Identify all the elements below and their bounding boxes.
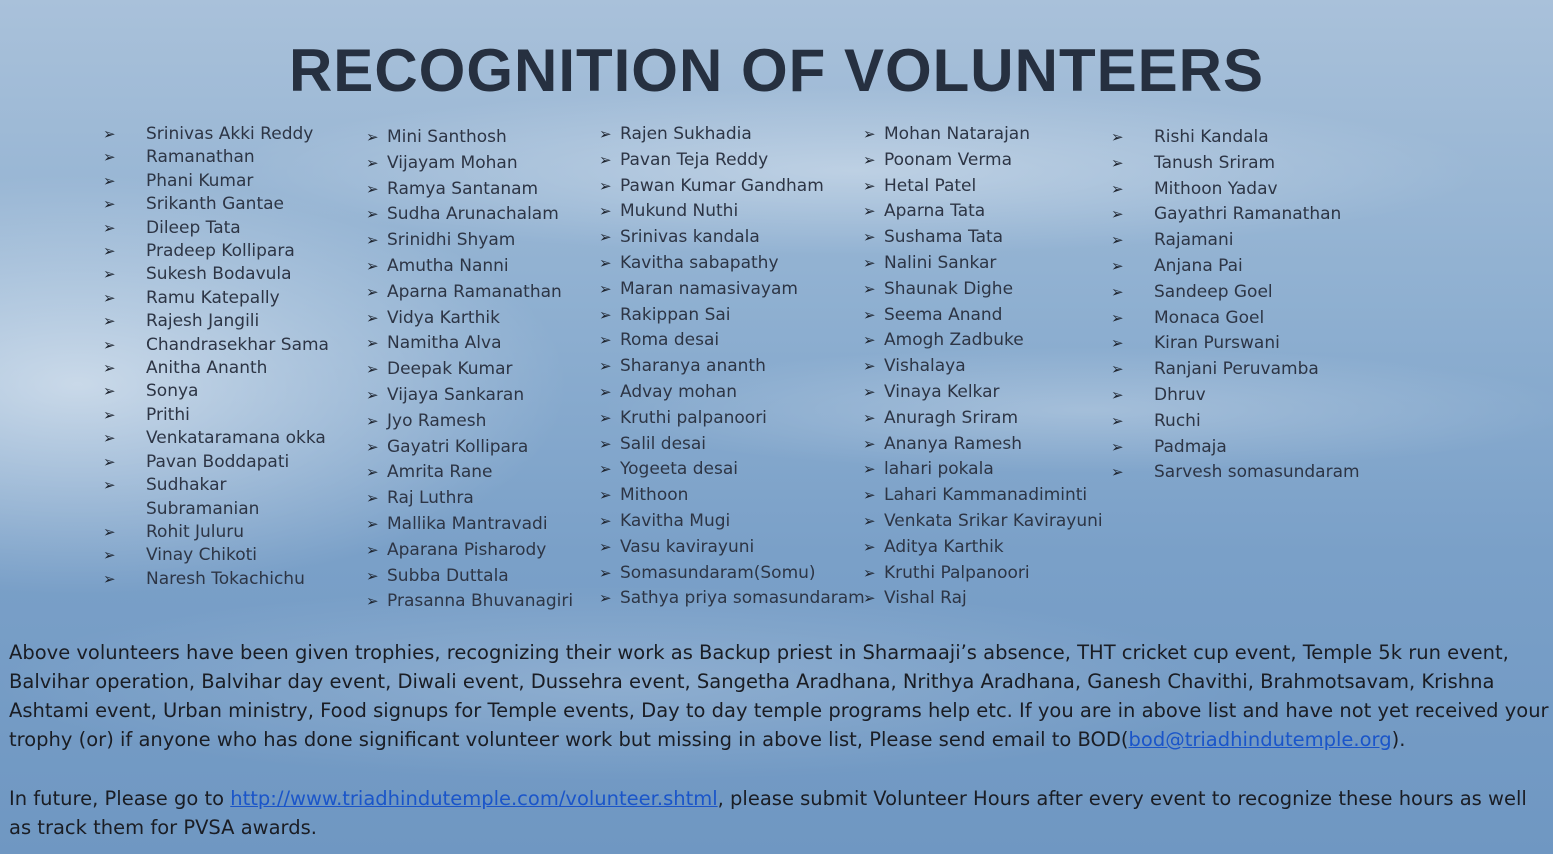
volunteer-name: Lahari Kammanadiminti (884, 485, 1088, 506)
arrow-bullet-icon: ➢ (599, 228, 612, 247)
volunteer-name: Ananya Ramesh (884, 433, 1022, 454)
volunteer-name-item (103, 521, 336, 544)
arrow-bullet-icon: ➢ (366, 231, 379, 250)
volunteer-hours-text-end: , please submit Volunteer Hours after every event to recognize these hours as well as track them for PVSA awards. (9, 787, 1527, 839)
volunteer-name-item (1111, 254, 1360, 280)
arrow-bullet-icon: ➢ (366, 540, 379, 559)
volunteer-name-item (103, 568, 336, 591)
arrow-bullet-icon: ➢ (103, 569, 116, 588)
arrow-bullet-icon: ➢ (103, 522, 116, 541)
arrow-bullet-icon: ➢ (366, 205, 379, 224)
volunteer-name: Rajen Sukhadia (620, 124, 752, 144)
volunteer-name-item (863, 148, 1103, 174)
volunteer-name: Ramu Katepally (146, 287, 280, 308)
volunteer-name-item (366, 486, 573, 512)
volunteer-name: Rishi Kandala (1154, 127, 1269, 147)
volunteer-name: Amutha Nanni (387, 255, 509, 276)
volunteer-name: Prithi (146, 404, 190, 425)
arrow-bullet-icon: ➢ (599, 357, 612, 376)
arrow-bullet-icon: ➢ (599, 331, 612, 350)
volunteer-name: Aparana Pisharody (387, 539, 547, 560)
volunteer-name: Raj Luthra (387, 488, 474, 509)
volunteer-name-item (599, 199, 865, 225)
volunteer-name: Ranjani Peruvamba (1154, 359, 1319, 380)
volunteer-name-item (863, 174, 1103, 200)
volunteer-name: Vijayam Mohan (387, 152, 518, 173)
trophy-paragraph-end: ). (1391, 728, 1406, 751)
arrow-bullet-icon: ➢ (103, 265, 116, 284)
volunteer-name: Phani Kumar (146, 170, 254, 191)
volunteer-name: Roma desai (620, 330, 720, 351)
volunteer-name-item (863, 277, 1103, 303)
arrow-bullet-icon: ➢ (599, 511, 612, 530)
volunteer-name: Jyo Ramesh (387, 410, 487, 431)
arrow-bullet-icon: ➢ (599, 382, 612, 401)
volunteer-hours-text-start: In future, Please go to (9, 787, 231, 810)
arrow-bullet-icon: ➢ (1111, 128, 1124, 146)
arrow-bullet-icon: ➢ (1111, 437, 1124, 456)
arrow-bullet-icon: ➢ (863, 563, 876, 582)
volunteer-name-item (863, 535, 1103, 561)
volunteer-name-item (599, 406, 865, 432)
volunteer-page-link[interactable]: http://www.triadhindutemple.com/volunteer.shtml (230, 787, 718, 810)
arrow-bullet-icon: ➢ (863, 150, 876, 169)
volunteer-column-1 (103, 123, 336, 591)
volunteer-name: Kavitha sabapathy (620, 252, 779, 273)
arrow-bullet-icon: ➢ (103, 405, 116, 424)
arrow-bullet-icon: ➢ (1111, 411, 1124, 430)
arrow-bullet-icon: ➢ (863, 589, 876, 608)
volunteer-name: Sonya (146, 381, 199, 402)
volunteer-name: Mithoon (620, 485, 689, 506)
volunteer-name: lahari pokala (884, 459, 994, 480)
arrow-bullet-icon: ➢ (599, 125, 612, 143)
volunteer-name: Anuragh Sriram (884, 407, 1019, 428)
volunteer-name-item (103, 123, 336, 146)
volunteer-name-item (1111, 306, 1360, 332)
volunteer-name-item (103, 240, 336, 263)
volunteer-name: Vidya Karthik (387, 307, 500, 328)
volunteer-name: Vijaya Sankaran (387, 384, 525, 405)
arrow-bullet-icon: ➢ (1111, 231, 1124, 250)
arrow-bullet-icon: ➢ (366, 179, 379, 198)
volunteer-name-item (366, 177, 573, 203)
volunteer-name: Vinaya Kelkar (884, 381, 1000, 402)
volunteer-name-item (103, 287, 336, 310)
arrow-bullet-icon: ➢ (863, 279, 876, 298)
volunteer-name-item (599, 483, 865, 509)
arrow-bullet-icon: ➢ (863, 460, 876, 479)
volunteer-name-item (599, 561, 865, 587)
volunteer-column-5 (1111, 125, 1360, 486)
volunteer-name: Advay mohan (620, 381, 737, 402)
arrow-bullet-icon: ➢ (599, 279, 612, 298)
arrow-bullet-icon: ➢ (103, 218, 116, 237)
arrow-bullet-icon: ➢ (863, 331, 876, 350)
bod-email-link[interactable]: bod@triadhindutemple.org (1128, 728, 1392, 751)
volunteer-name: Venkata Srikar Kavirayuni (884, 510, 1103, 531)
volunteer-name: Rajesh Jangili (146, 311, 260, 332)
arrow-bullet-icon: ➢ (103, 476, 116, 495)
volunteer-name-item (366, 151, 573, 177)
arrow-bullet-icon: ➢ (1111, 256, 1124, 275)
volunteer-name-item (366, 306, 573, 332)
volunteer-name: Mallika Mantravadi (387, 513, 548, 534)
volunteer-name-item (599, 148, 865, 174)
volunteer-hours-paragraph (9, 784, 1549, 842)
arrow-bullet-icon: ➢ (863, 228, 876, 247)
arrow-bullet-icon: ➢ (103, 148, 116, 167)
volunteer-name-item (1111, 435, 1360, 461)
volunteer-name-item (366, 435, 573, 461)
volunteer-name: Vishalaya (884, 356, 966, 377)
volunteer-name-item (366, 564, 573, 590)
volunteer-name: Pavan Boddapati (146, 451, 290, 472)
arrow-bullet-icon: ➢ (1111, 153, 1124, 172)
volunteer-name-item (599, 303, 865, 329)
arrow-bullet-icon: ➢ (366, 282, 379, 301)
arrow-bullet-icon: ➢ (366, 566, 379, 585)
arrow-bullet-icon: ➢ (863, 486, 876, 505)
arrow-bullet-icon: ➢ (1111, 205, 1124, 224)
volunteer-name-item (103, 404, 336, 427)
volunteer-name-item (1111, 228, 1360, 254)
volunteer-name: Pawan Kumar Gandham (620, 175, 824, 196)
volunteer-name-item (1111, 151, 1360, 177)
arrow-bullet-icon: ➢ (1111, 282, 1124, 301)
arrow-bullet-icon: ➢ (599, 563, 612, 582)
volunteer-name-item (366, 409, 573, 435)
volunteer-name-item (103, 263, 336, 286)
volunteer-name-item (863, 380, 1103, 406)
arrow-bullet-icon: ➢ (366, 308, 379, 327)
volunteer-name-item (599, 328, 865, 354)
volunteer-name-item (103, 357, 336, 380)
volunteer-name-item (366, 125, 573, 151)
volunteer-name-item (1111, 409, 1360, 435)
volunteer-name: Tanush Sriram (1154, 152, 1276, 173)
volunteer-name: Mukund Nuthi (620, 201, 739, 222)
volunteer-name: Sukesh Bodavula (146, 264, 292, 285)
arrow-bullet-icon: ➢ (863, 176, 876, 195)
volunteer-name: Sathya priya somasundaram (620, 588, 865, 609)
arrow-bullet-icon: ➢ (1111, 463, 1124, 482)
volunteer-name-item (1111, 125, 1360, 151)
volunteer-name-item (103, 146, 336, 169)
volunteer-name: Hetal Patel (884, 175, 977, 196)
arrow-bullet-icon: ➢ (366, 360, 379, 379)
volunteer-name-item (103, 427, 336, 450)
volunteer-name-item (103, 170, 336, 193)
volunteer-name: Chandrasekhar Sama (146, 334, 329, 355)
arrow-bullet-icon: ➢ (366, 437, 379, 456)
volunteer-name-item (863, 354, 1103, 380)
volunteer-name: Sandeep Goel (1154, 281, 1273, 302)
volunteer-name: Somasundaram(Somu) (620, 562, 816, 583)
volunteer-name-item (599, 174, 865, 200)
volunteer-name: Gayathri Ramanathan (1154, 204, 1342, 225)
volunteer-name-item (863, 328, 1103, 354)
volunteer-name: Namitha Alva (387, 333, 502, 354)
arrow-bullet-icon: ➢ (103, 125, 116, 143)
volunteer-name-item (863, 509, 1103, 535)
volunteer-name-item (599, 432, 865, 458)
volunteer-name-item (366, 512, 573, 538)
volunteer-name: Dileep Tata (146, 217, 241, 238)
volunteer-name: Ramanathan (146, 147, 255, 168)
arrow-bullet-icon: ➢ (366, 334, 379, 353)
volunteer-name-item (863, 457, 1103, 483)
arrow-bullet-icon: ➢ (366, 463, 379, 482)
volunteer-name: Vinay Chikoti (146, 545, 258, 566)
volunteer-name: Seema Anand (884, 304, 1003, 325)
volunteer-name: Anitha Ananth (146, 358, 268, 379)
arrow-bullet-icon: ➢ (863, 357, 876, 376)
volunteer-name: Rohit Juluru (146, 521, 245, 542)
volunteer-name: Dhruv (1154, 384, 1206, 405)
volunteer-name: Kruthi palpanoori (620, 407, 767, 428)
volunteer-name-item (366, 538, 573, 564)
volunteer-name-item (1111, 383, 1360, 409)
volunteer-name-item (366, 202, 573, 228)
volunteer-name-item (366, 460, 573, 486)
volunteer-name-item (366, 331, 573, 357)
volunteer-name-item (366, 280, 573, 306)
volunteer-name-item (863, 483, 1103, 509)
volunteer-name: Sarvesh somasundaram (1154, 462, 1360, 483)
arrow-bullet-icon: ➢ (599, 537, 612, 556)
volunteer-name: Poonam Verma (884, 149, 1013, 170)
volunteer-name-item (863, 199, 1103, 225)
arrow-bullet-icon: ➢ (366, 592, 379, 611)
arrow-bullet-icon: ➢ (366, 514, 379, 533)
volunteer-name: Yogeeta desai (620, 459, 738, 480)
volunteer-column-2 (366, 125, 573, 615)
volunteer-name: Shaunak Dighe (884, 278, 1014, 299)
volunteer-name-item (863, 251, 1103, 277)
volunteer-name-item (366, 383, 573, 409)
arrow-bullet-icon: ➢ (103, 382, 116, 401)
volunteer-name-item (366, 228, 573, 254)
volunteer-name-item (863, 225, 1103, 251)
volunteer-name-item (863, 586, 1103, 612)
volunteer-name-item (103, 474, 336, 521)
volunteer-name-item (599, 586, 865, 612)
arrow-bullet-icon: ➢ (599, 589, 612, 608)
volunteer-name: Nalini Sankar (884, 252, 997, 273)
volunteer-name: Subba Duttala (387, 565, 509, 586)
volunteer-name-item (103, 544, 336, 567)
volunteer-name-item (103, 193, 336, 216)
volunteer-name: Aparna Ramanathan (387, 281, 562, 302)
volunteer-name: Sudhakar Subramanian (146, 475, 260, 519)
arrow-bullet-icon: ➢ (103, 195, 116, 214)
arrow-bullet-icon: ➢ (599, 434, 612, 453)
volunteer-name: Srinivas kandala (620, 227, 760, 248)
page-title: RECOGNITION OF VOLUNTEERS (288, 37, 1265, 104)
arrow-bullet-icon: ➢ (863, 305, 876, 324)
volunteer-name: Srinidhi Shyam (387, 230, 516, 251)
volunteer-name: Amogh Zadbuke (884, 330, 1024, 351)
volunteer-name: Kiran Purswani (1154, 333, 1280, 354)
volunteer-column-4 (863, 122, 1103, 612)
arrow-bullet-icon: ➢ (863, 434, 876, 453)
arrow-bullet-icon: ➢ (103, 335, 116, 354)
volunteer-name-item (863, 406, 1103, 432)
volunteer-name-item (599, 354, 865, 380)
volunteer-name-item (863, 303, 1103, 329)
arrow-bullet-icon: ➢ (1111, 385, 1124, 404)
volunteer-name: Mini Santhosh (387, 127, 507, 147)
volunteer-name-item (103, 217, 336, 240)
volunteer-name: Mohan Natarajan (884, 124, 1030, 144)
volunteer-name-item (366, 254, 573, 280)
volunteer-name-item (103, 334, 336, 357)
arrow-bullet-icon: ➢ (366, 385, 379, 404)
arrow-bullet-icon: ➢ (863, 382, 876, 401)
arrow-bullet-icon: ➢ (863, 253, 876, 272)
volunteer-name-item (1111, 331, 1360, 357)
volunteer-name-item (1111, 280, 1360, 306)
volunteer-name-item (366, 589, 573, 615)
volunteer-name: Aditya Karthik (884, 536, 1004, 557)
volunteer-name-item (599, 457, 865, 483)
volunteer-name-item (599, 277, 865, 303)
volunteer-name-item (599, 535, 865, 561)
arrow-bullet-icon: ➢ (103, 312, 116, 331)
arrow-bullet-icon: ➢ (863, 125, 876, 143)
arrow-bullet-icon: ➢ (863, 537, 876, 556)
volunteer-name-item (599, 122, 865, 148)
arrow-bullet-icon: ➢ (103, 242, 116, 261)
volunteer-name-item (599, 509, 865, 535)
arrow-bullet-icon: ➢ (1111, 360, 1124, 379)
arrow-bullet-icon: ➢ (599, 202, 612, 221)
volunteer-name: Naresh Tokachichu (146, 568, 305, 589)
volunteer-name: Rajamani (1154, 230, 1234, 251)
volunteer-name-item (599, 225, 865, 251)
volunteer-name: Salil desai (620, 433, 707, 454)
arrow-bullet-icon: ➢ (103, 546, 116, 565)
volunteer-name: Padmaja (1154, 436, 1227, 457)
volunteer-name: Vishal Raj (884, 588, 967, 609)
volunteer-name: Srikanth Gantae (146, 194, 284, 215)
volunteer-name: Vasu kavirayuni (620, 536, 755, 557)
trophy-paragraph (9, 638, 1549, 754)
volunteer-name-item (103, 451, 336, 474)
volunteer-name: Sharanya ananth (620, 356, 766, 377)
arrow-bullet-icon: ➢ (599, 305, 612, 324)
arrow-bullet-icon: ➢ (103, 359, 116, 378)
volunteer-name: Rakippan Sai (620, 304, 731, 325)
arrow-bullet-icon: ➢ (863, 202, 876, 221)
volunteer-name: Anjana Pai (1154, 255, 1243, 276)
arrow-bullet-icon: ➢ (1111, 334, 1124, 353)
volunteer-name: Monaca Goel (1154, 307, 1265, 328)
volunteer-name: Kavitha Mugi (620, 510, 731, 531)
volunteer-name-item (599, 251, 865, 277)
arrow-bullet-icon: ➢ (599, 176, 612, 195)
arrow-bullet-icon: ➢ (103, 171, 116, 190)
arrow-bullet-icon: ➢ (366, 128, 379, 146)
volunteer-name: Maran namasivayam (620, 278, 798, 299)
arrow-bullet-icon: ➢ (366, 489, 379, 508)
volunteer-name: Srinivas Akki Reddy (146, 124, 314, 144)
volunteer-name-item (1111, 357, 1360, 383)
volunteer-name: Sudha Arunachalam (387, 204, 559, 225)
volunteer-name-item (863, 561, 1103, 587)
arrow-bullet-icon: ➢ (599, 486, 612, 505)
arrow-bullet-icon: ➢ (366, 256, 379, 275)
arrow-bullet-icon: ➢ (599, 408, 612, 427)
arrow-bullet-icon: ➢ (599, 150, 612, 169)
arrow-bullet-icon: ➢ (103, 429, 116, 448)
volunteer-name-item (1111, 202, 1360, 228)
volunteer-name: Kruthi Palpanoori (884, 562, 1030, 583)
volunteer-name: Prasanna Bhuvanagiri (387, 591, 574, 612)
volunteer-name-item (103, 380, 336, 403)
volunteer-name: Mithoon Yadav (1154, 178, 1278, 199)
volunteer-column-3 (599, 122, 865, 612)
arrow-bullet-icon: ➢ (599, 253, 612, 272)
volunteer-name-item (1111, 177, 1360, 203)
trophy-paragraph-text: Above volunteers have been given trophies, recognizing their work as Backup priest in Sharmaaji’s absence, THT cricket cup event, Temple 5k run event, Balvihar operation, Balvihar day event, Diwali event, Dussehra event, Sangetha Aradhana, Nrithya Aradhana, Ganesh Chavithi, Brahmotsavam, Krishna Ashtami event, Urban ministry, Food signups for Temple events, Day to day temple programs help etc. If you are in above list and have not yet received your trophy (or) if anyone who has done significant volunteer work but missing in above list, Please send email to BOD( (9, 641, 1549, 751)
volunteer-name: Pavan Teja Reddy (620, 149, 769, 170)
volunteer-name: Amrita Rane (387, 462, 493, 483)
volunteer-name-item (366, 357, 573, 383)
arrow-bullet-icon: ➢ (366, 153, 379, 172)
volunteer-name: Deepak Kumar (387, 359, 513, 380)
arrow-bullet-icon: ➢ (1111, 179, 1124, 198)
arrow-bullet-icon: ➢ (599, 460, 612, 479)
volunteer-name: Pradeep Kollipara (146, 241, 295, 262)
volunteer-name: Gayatri Kollipara (387, 436, 529, 457)
volunteer-name: Aparna Tata (884, 201, 986, 222)
arrow-bullet-icon: ➢ (103, 452, 116, 471)
volunteer-name-item (863, 432, 1103, 458)
arrow-bullet-icon: ➢ (863, 408, 876, 427)
volunteer-name: Ruchi (1154, 410, 1201, 431)
volunteer-name: Sushama Tata (884, 227, 1004, 248)
volunteer-name-item (1111, 460, 1360, 486)
volunteer-name-item (863, 122, 1103, 148)
arrow-bullet-icon: ➢ (863, 511, 876, 530)
volunteer-name-item (103, 310, 336, 333)
arrow-bullet-icon: ➢ (103, 288, 116, 307)
arrow-bullet-icon: ➢ (1111, 308, 1124, 327)
volunteer-name: Ramya Santanam (387, 178, 539, 199)
volunteer-name-item (599, 380, 865, 406)
volunteer-name: Venkataramana okka (146, 428, 326, 449)
arrow-bullet-icon: ➢ (366, 411, 379, 430)
